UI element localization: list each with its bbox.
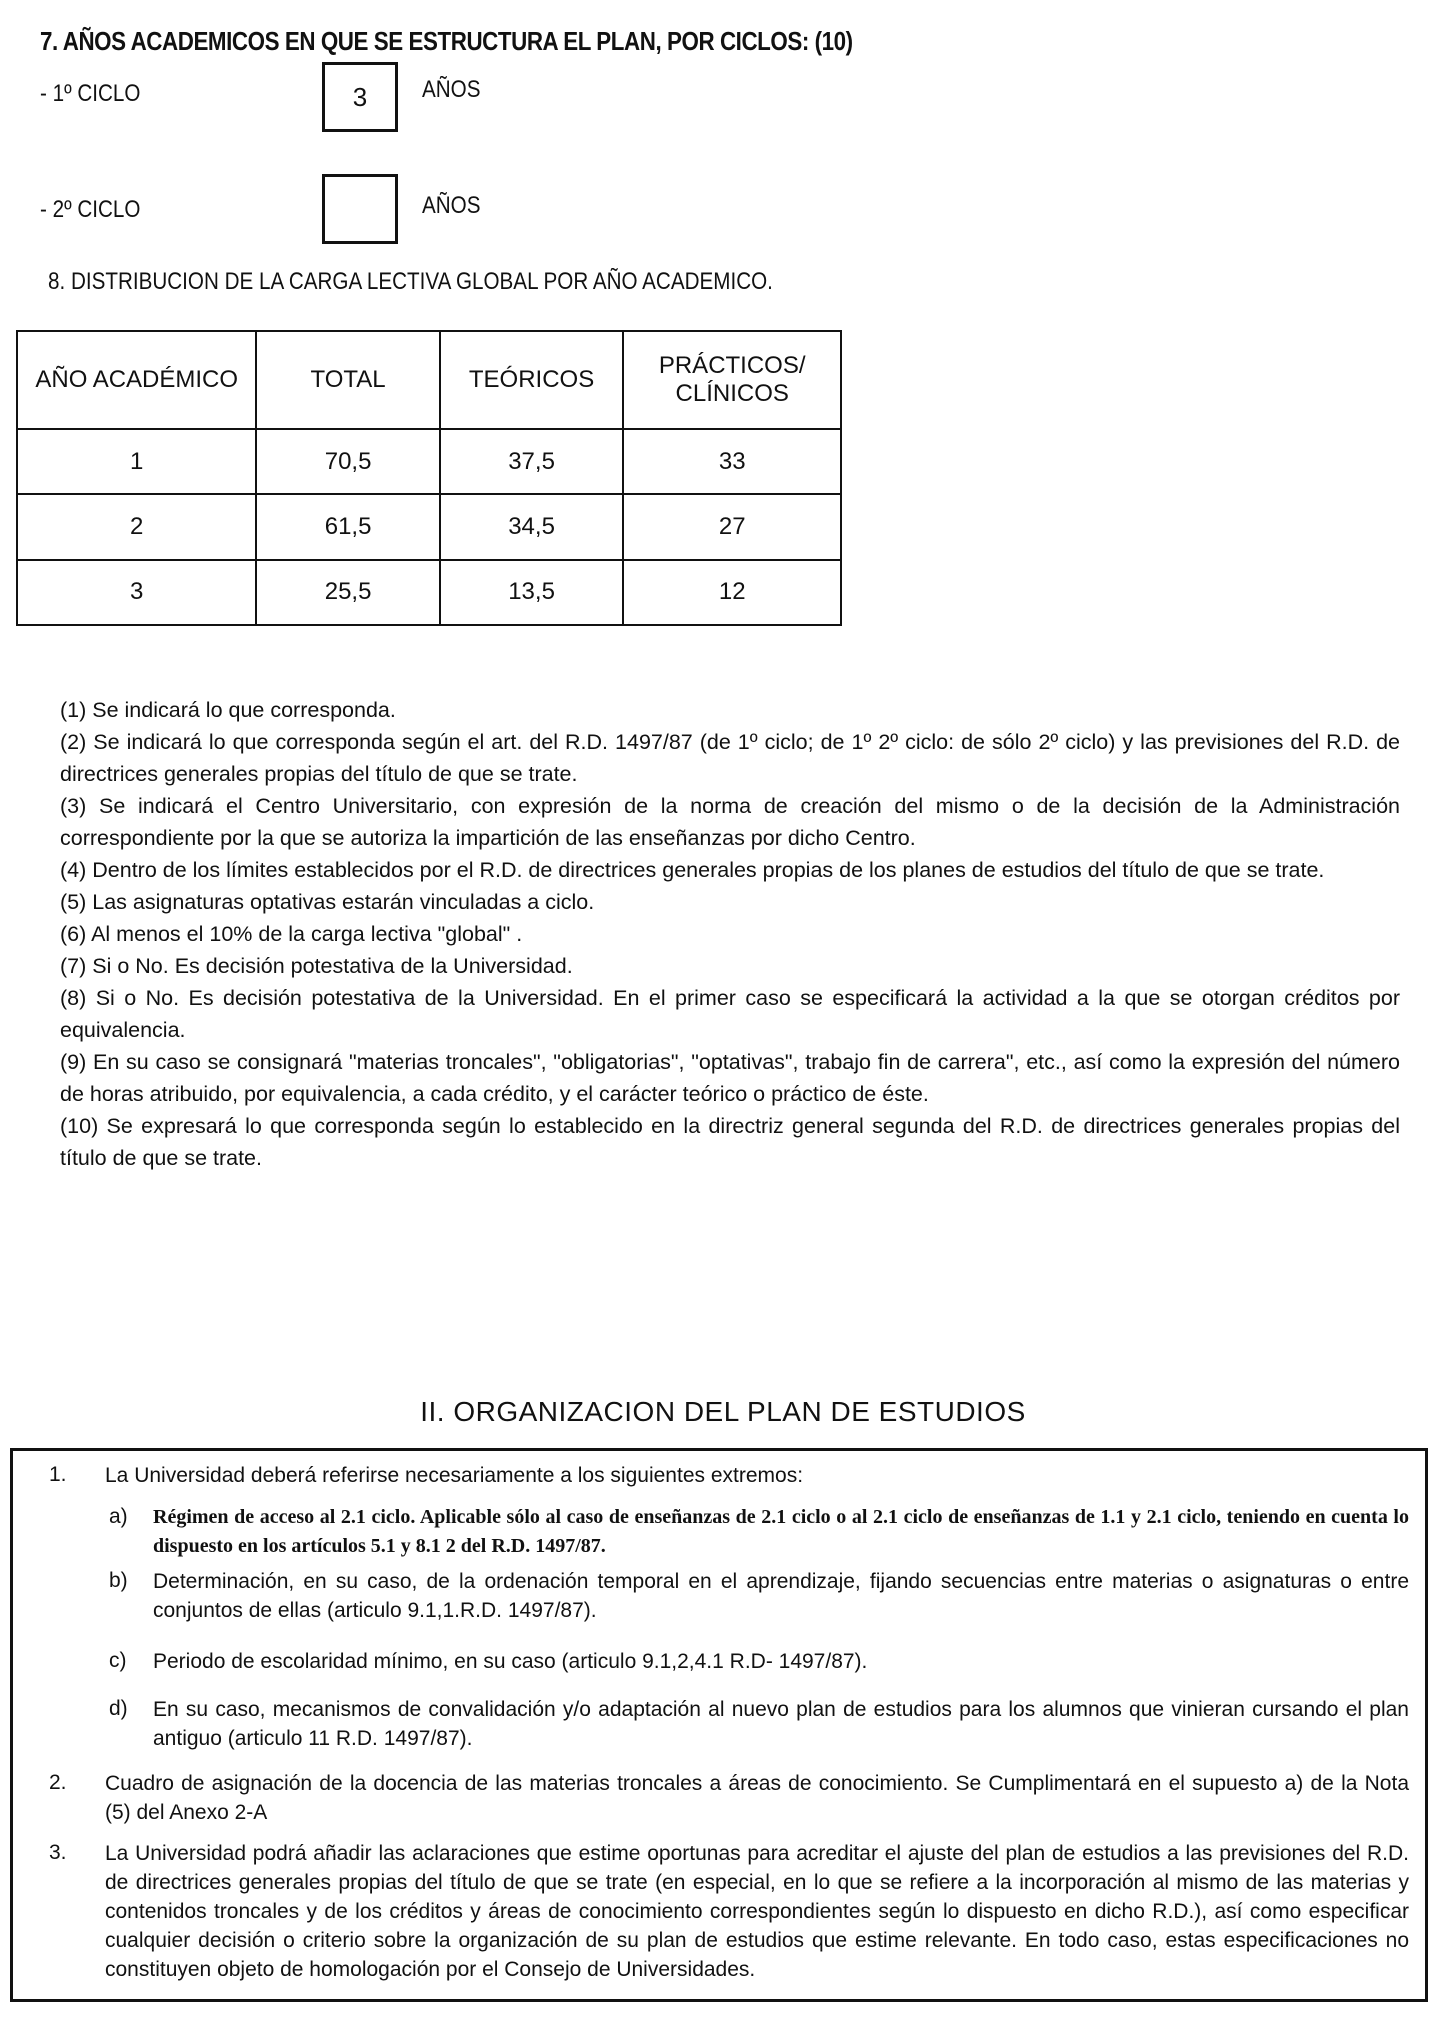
table-row <box>17 429 841 494</box>
workload-table <box>16 330 842 626</box>
organization-box <box>10 1448 1428 2002</box>
item-1-intro <box>105 1461 1405 1490</box>
item-2 <box>105 1769 1409 1827</box>
table-row <box>17 560 841 625</box>
subitem-b-text: Determinación, en su caso, de la ordenación temporal en el aprendizaje, fijando secuencias entre materias o asignaturas o entre conjuntos de ellas (articulo 9.1,1.R.D. 1497/87). <box>153 1570 1409 1622</box>
subitem-a-letter: a) <box>109 1505 128 1528</box>
footnote: (9) En su caso se consignará "materias troncales", "obligatorias", "optativas", trabajo fin de carrera", etc., así como la expresión del número de horas atribuido, por equivalencia, a cada crédito, y el carácter teórico o práctico de éste. <box>60 1050 1400 1106</box>
header-practicos-line2: CLÍNICOS <box>675 380 789 407</box>
cycle-2-label: - 2º CICLO <box>40 196 141 223</box>
item-2-text: Cuadro de asignación de la docencia de las materias troncales a áreas de conocimiento. Se Cumplimentará en el supuesto a) de la Nota (5) del Anexo 2-A <box>105 1772 1409 1824</box>
header-practicos <box>623 331 841 429</box>
cell-total: 70,5 <box>256 429 439 494</box>
footnote: (1) Se indicará lo que corresponda. <box>60 698 396 722</box>
cell-year: 3 <box>17 560 256 625</box>
footnote: (6) Al menos el 10% de la carga lectiva "global" . <box>60 922 523 946</box>
cell-practicos: 33 <box>623 429 841 494</box>
cell-year: 2 <box>17 494 256 559</box>
cell-total: 25,5 <box>256 560 439 625</box>
item-2-number: 2. <box>49 1771 67 1794</box>
subitem-a-text: Régimen de acceso al 2.1 ciclo. Aplicable sólo al caso de enseñanzas de 2.1 ciclo o al 2.1 ciclo de enseñanzas de 1.1 y 2.1 ciclo, teniendo en cuenta lo dispuesto en los artículos 5.1 y 8.1 2 del R.D. 1497/87. <box>153 1506 1409 1557</box>
footnote: (2) Se indicará lo que corresponda según el art. del R.D. 1497/87 (de 1º ciclo; de 1º 2º ciclo: de sólo 2º ciclo) y las previsiones del R.D. de directrices generales propias del título de que se trate. <box>60 730 1400 786</box>
item-1-intro-text: La Universidad deberá referirse necesariamente a los siguientes extremos: <box>105 1464 804 1487</box>
table-header-row <box>17 331 841 429</box>
section-8-heading: 8. DISTRIBUCION DE LA CARGA LECTIVA GLOBAL POR AÑO ACADEMICO. <box>48 268 773 295</box>
cell-total: 61,5 <box>256 494 439 559</box>
cell-teoricos: 13,5 <box>440 560 624 625</box>
subitem-d-text: En su caso, mecanismos de convalidación y/o adaptación al nuevo plan de estudios para los alumnos que vinieran cursando el plan antiguo (articulo 11 R.D. 1497/87). <box>153 1698 1409 1750</box>
cell-teoricos: 34,5 <box>440 494 624 559</box>
subitem-c-letter: c) <box>109 1649 127 1672</box>
header-total: TOTAL <box>256 331 439 429</box>
cycle-1-unit: AÑOS <box>422 76 481 103</box>
subitem-d <box>153 1695 1409 1753</box>
subitem-c-text: Periodo de escolaridad mínimo, en su caso (articulo 9.1,2,4.1 R.D- 1497/87). <box>153 1650 868 1673</box>
cycle-2-unit: AÑOS <box>422 192 481 219</box>
header-practicos-line1: PRÁCTICOS/ <box>658 352 806 379</box>
cycle-1-years-box: 3 <box>322 62 398 132</box>
subitem-b-letter: b) <box>109 1569 128 1592</box>
table-row <box>17 494 841 559</box>
section-ii-heading: II. ORGANIZACION DEL PLAN DE ESTUDIOS <box>420 1396 1026 1427</box>
cycle-1-label: - 1º CICLO <box>40 80 141 107</box>
item-1-number: 1. <box>49 1463 67 1486</box>
footnotes <box>60 694 1400 1174</box>
item-3 <box>105 1839 1409 1984</box>
footnote: (10) Se expresará lo que corresponda según lo establecido en la directriz general segunda del R.D. de directrices generales propias del título de que se trate. <box>60 1114 1400 1170</box>
subitem-c <box>153 1647 1409 1676</box>
section-7-heading: 7. AÑOS ACADEMICOS EN QUE SE ESTRUCTURA EL PLAN, POR CICLOS: (10) <box>40 26 853 56</box>
footnote: (5) Las asignaturas optativas estarán vinculadas a ciclo. <box>60 890 595 914</box>
subitem-d-letter: d) <box>109 1697 128 1720</box>
header-teoricos: TEÓRICOS <box>440 331 624 429</box>
footnote: (4) Dentro de los límites establecidos por el R.D. de directrices generales propias de los planes de estudios del título de que se trate. <box>60 858 1325 882</box>
subitem-a <box>153 1503 1409 1561</box>
subitem-b <box>153 1567 1409 1625</box>
header-year: AÑO ACADÉMICO <box>17 331 256 429</box>
footnote: (8) Si o No. Es decisión potestativa de la Universidad. En el primer caso se especificará la actividad a la que se otorgan créditos por equivalencia. <box>60 986 1400 1042</box>
item-3-number: 3. <box>49 1841 67 1864</box>
item-3-text: La Universidad podrá añadir las aclaraciones que estime oportunas para acreditar el ajuste del plan de estudios a las previsiones del R.D. de directrices generales propias del título de que se trate (en especial, en lo que se refiere a la incorporación al mismo de las materias y contenidos troncales y de los créditos y áreas de conocimiento correspondientes según lo dispuesto en dicho R.D.), así como especificar cualquier decisión o criterio sobre la organización de su plan de estudios que estime relevante. En todo caso, estas especificaciones no constituyen objeto de homologación por el Consejo de Universidades. <box>105 1842 1409 1981</box>
cell-practicos: 27 <box>623 494 841 559</box>
footnote: (3) Se indicará el Centro Universitario, con expresión de la norma de creación del mismo o de la decisión de la Administración correspondiente por la que se autoriza la impartición de las enseñanzas por dicho Centro. <box>60 794 1400 850</box>
cell-practicos: 12 <box>623 560 841 625</box>
cycle-2-years-box <box>322 174 398 244</box>
cell-year: 1 <box>17 429 256 494</box>
footnote: (7) Si o No. Es decisión potestativa de la Universidad. <box>60 954 573 978</box>
cell-teoricos: 37,5 <box>440 429 624 494</box>
